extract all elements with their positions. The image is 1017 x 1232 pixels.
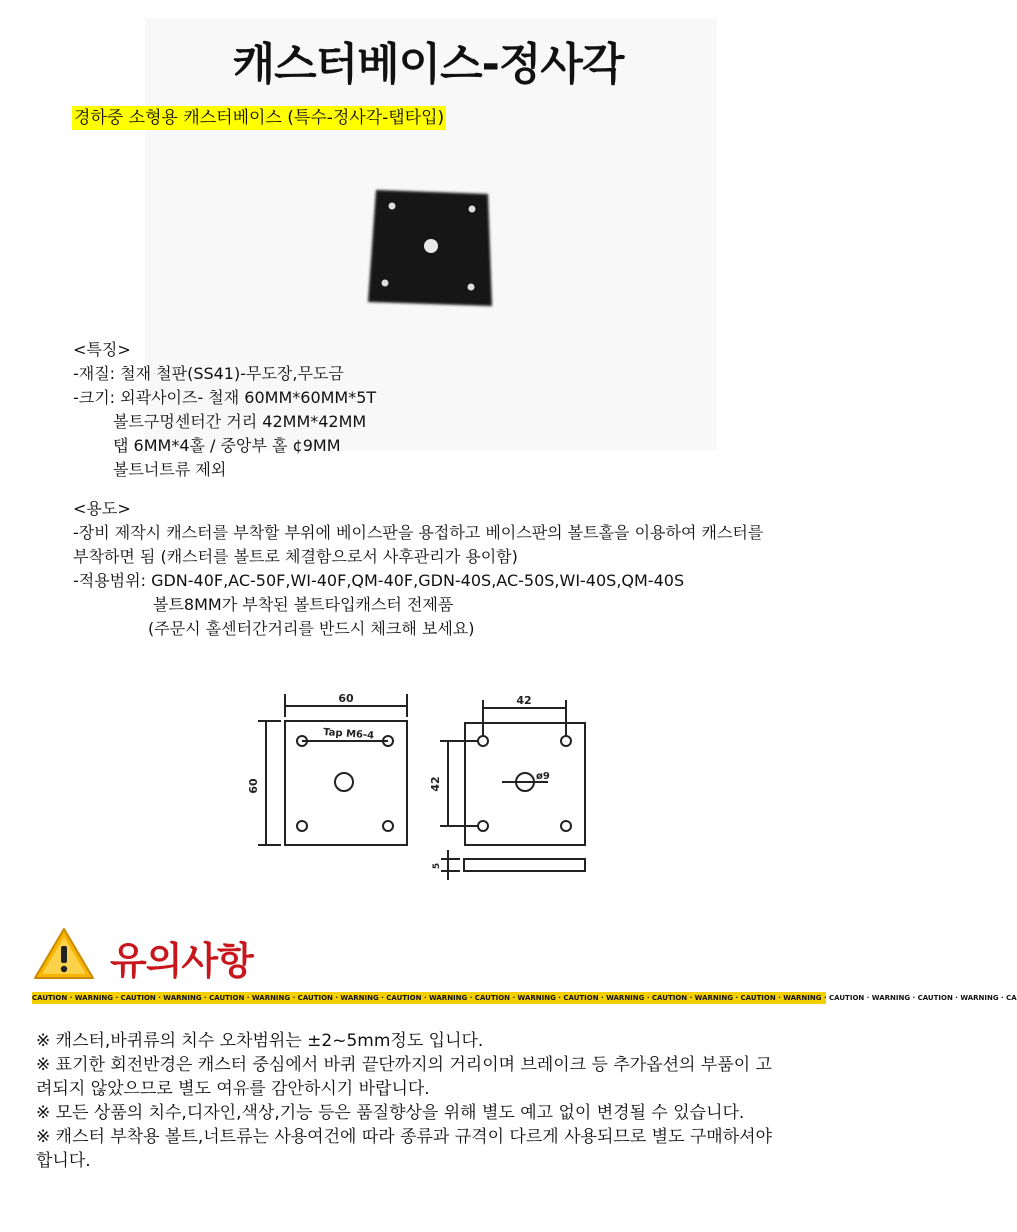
note-1: ※ 캐스터,바퀴류의 치수 오차범위는 ±2~5mm정도 입니다. bbox=[36, 1031, 484, 1051]
page-title: 캐스터베이스-정사각 bbox=[232, 39, 624, 90]
note-2: ※ 표기한 회전반경은 캐스터 중심에서 바퀴 끝단까지의 거리이며 브레이크 등 추가옵션의 부품이 고 bbox=[36, 1055, 772, 1075]
dim-height-label: 60 bbox=[247, 778, 260, 794]
note-2-continued: 려되지 않았으므로 별도 여유를 감안하시기 바랍니다. bbox=[36, 1079, 430, 1099]
dim-width-label: 60 bbox=[338, 692, 354, 705]
feature-hole-distance: 볼트구멍센터간 거리 42MM*42MM bbox=[113, 412, 367, 431]
feature-size: -크기: 외곽사이즈- 철재 60MM*60MM*5T bbox=[73, 388, 377, 407]
center-hole-label: ø9 bbox=[536, 771, 550, 782]
usage-heading: <용도> bbox=[73, 499, 131, 518]
note-3: ※ 모든 상품의 치수,디자인,색상,기능 등은 품질향상을 위해 별도 예고 없이 변경될 수 있습니다. bbox=[36, 1103, 745, 1123]
features-heading: <특징> bbox=[73, 340, 131, 359]
product-subtitle: 경하중 소형용 캐스터베이스 (특수-정사각-탭타입) bbox=[74, 108, 445, 128]
thickness-label: 5 bbox=[432, 862, 442, 870]
technical-drawing bbox=[240, 690, 600, 890]
usage-range: -적용범위: GDN-40F,AC-50F,WI-40F,QM-40F,GDN-40S,AC-50S,WI-40S,QM-40S bbox=[73, 571, 685, 590]
caution-tape-banner: CAUTION · WARNING · CAUTION · WARNING · CAUTION · WARNING · CAUTION · WARNING · CAUTION · WARNING · CAUTION · WARNING · CAUTION · WARNING · CAUTION · WARNING · CAUTION · WARNING · CAUTION · WARNING · CAUTION · WARNING · CA bbox=[32, 994, 1017, 1002]
product-photo bbox=[368, 190, 494, 308]
usage-section bbox=[73, 497, 763, 641]
usage-line-1: -장비 제작시 캐스터를 부착할 부위에 베이스판을 용접하고 베이스판의 볼트홀을 이용하여 캐스터를 bbox=[73, 523, 764, 542]
note-4-continued: 합니다. bbox=[36, 1151, 91, 1171]
notes-section bbox=[36, 1029, 826, 1173]
dim-hole-side-label: 42 bbox=[429, 776, 442, 792]
feature-material: -재질: 철재 철판(SS41)-무도장,무도금 bbox=[73, 364, 344, 383]
usage-note: (주문시 홀센터간거리를 반드시 체크해 보세요) bbox=[148, 619, 475, 638]
note-4: ※ 캐스터 부착용 볼트,너트류는 사용여건에 따라 종류과 규격이 다르게 사용되므로 별도 구매하셔야 bbox=[36, 1127, 772, 1147]
feature-tap: 탭 6MM*4홀 / 중앙부 홀 ¢9MM bbox=[113, 436, 341, 455]
usage-line-2: 부착하면 됨 (캐스터를 볼트로 체결함으로서 사후관리가 용이함) bbox=[73, 547, 518, 566]
usage-range-2: 볼트8MM가 부착된 볼트타입캐스터 전제품 bbox=[153, 595, 454, 614]
caution-title: 유의사항 bbox=[110, 939, 253, 983]
feature-excluded: 볼트너트류 제외 bbox=[113, 460, 227, 479]
features-section bbox=[73, 338, 376, 482]
dim-hole-top-label: 42 bbox=[516, 694, 532, 707]
warning-triangle-icon bbox=[32, 926, 96, 982]
tap-label: Tap M6-4 bbox=[322, 727, 375, 742]
